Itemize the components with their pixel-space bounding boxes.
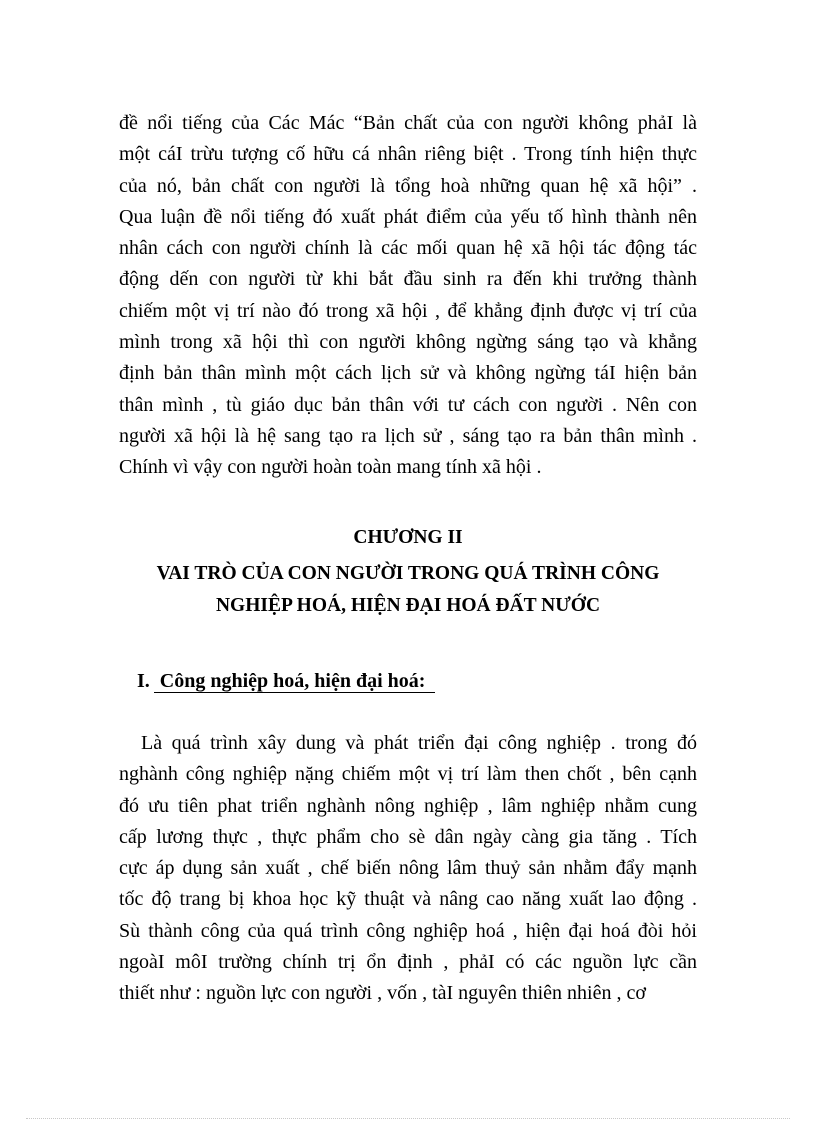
chapter-title-line-1: VAI TRÒ CỦA CON NGƯỜI TRONG QUÁ TRÌNH CÔNG <box>156 563 660 584</box>
text-line: Qua luận đề nổi tiếng đó xuất phát điểm của yếu tố hình thành nên <box>119 205 697 228</box>
text-line: đó ưu tiên phat triển nghành nông nghiệp , lâm nghiệp nhằm cung <box>119 794 697 817</box>
text-line: nhân cách con người chính là các mối quan hệ xã hội tác động tác <box>119 237 697 260</box>
text-line: động dến con người từ khi bắt đầu sinh ra đến khi trưởng thành <box>119 268 697 291</box>
section-heading <box>137 670 435 693</box>
text-line: tốc độ trang bị khoa học kỹ thuật và nâng cao năng xuất lao động . <box>119 888 697 911</box>
text-line: của nó, bản chất con người là tổng hoà những quan hệ xã hội” . <box>119 174 697 197</box>
body-paragraph-2 <box>119 728 697 1010</box>
text-line: thân mình , tù giáo dục bản thân với tư cách con người . Nên con <box>119 393 697 416</box>
text-line: ngoàI môI trường chính trị ổn định , phảI có các nguồn lực cần <box>119 951 697 974</box>
text-line: cấp lương thực , thực phẩm cho sè dân ngày càng gia tăng . Tích <box>119 825 697 848</box>
text-line: người xã hội là hệ sang tạo ra lịch sử , sáng tạo ra bản thân mình . <box>119 424 697 447</box>
text-line: chiếm một vị trí nào đó trong xã hội , để khẳng định được vị trí của <box>119 299 697 322</box>
text-line: mình trong xã hội thì con người không ngừng sáng tạo và khẳng <box>119 331 697 354</box>
text-line: đề nổi tiếng của Các Mác “Bản chất của con người không phảI là <box>119 112 697 134</box>
chapter-label: CHƯƠNG II <box>353 527 463 548</box>
text-line: thiết như : nguồn lực con người , vốn , tàI nguyên thiên nhiên , cơ <box>119 982 646 1005</box>
chapter-title-line-2: NGHIỆP HOÁ, HIỆN ĐẠI HOÁ ĐẤT NƯỚC <box>215 595 601 616</box>
text-line: một cáI trừu tượng cố hữu cá nhân riêng biệt . Trong tính hiện thực <box>119 143 697 166</box>
text-line: nghành công nghiệp nặng chiếm một vị trí làm then chốt , bên cạnh <box>119 763 697 786</box>
text-line: Chính vì vậy con người hoàn toàn mang tính xã hội . <box>119 456 542 479</box>
text-line: cực áp dụng sản xuất , chế biến nông lâm thuỷ sản nhằm đẩy mạnh <box>119 857 697 880</box>
text-line: định bản thân mình một cách lịch sử và không ngừng táI hiện bản <box>119 362 697 385</box>
body-paragraph-1 <box>119 108 697 484</box>
text-line: Là quá trình xây dung và phát triển đại công nghiệp . trong đó <box>141 732 697 754</box>
section-title: Công nghiệp hoá, hiện đại hoá: <box>154 670 436 693</box>
text-line: Sù thành công của quá trình công nghiệp hoá , hiện đại hoá đòi hỏi <box>119 919 697 942</box>
page-bottom-divider <box>26 1118 790 1119</box>
section-number: I. <box>137 670 150 692</box>
